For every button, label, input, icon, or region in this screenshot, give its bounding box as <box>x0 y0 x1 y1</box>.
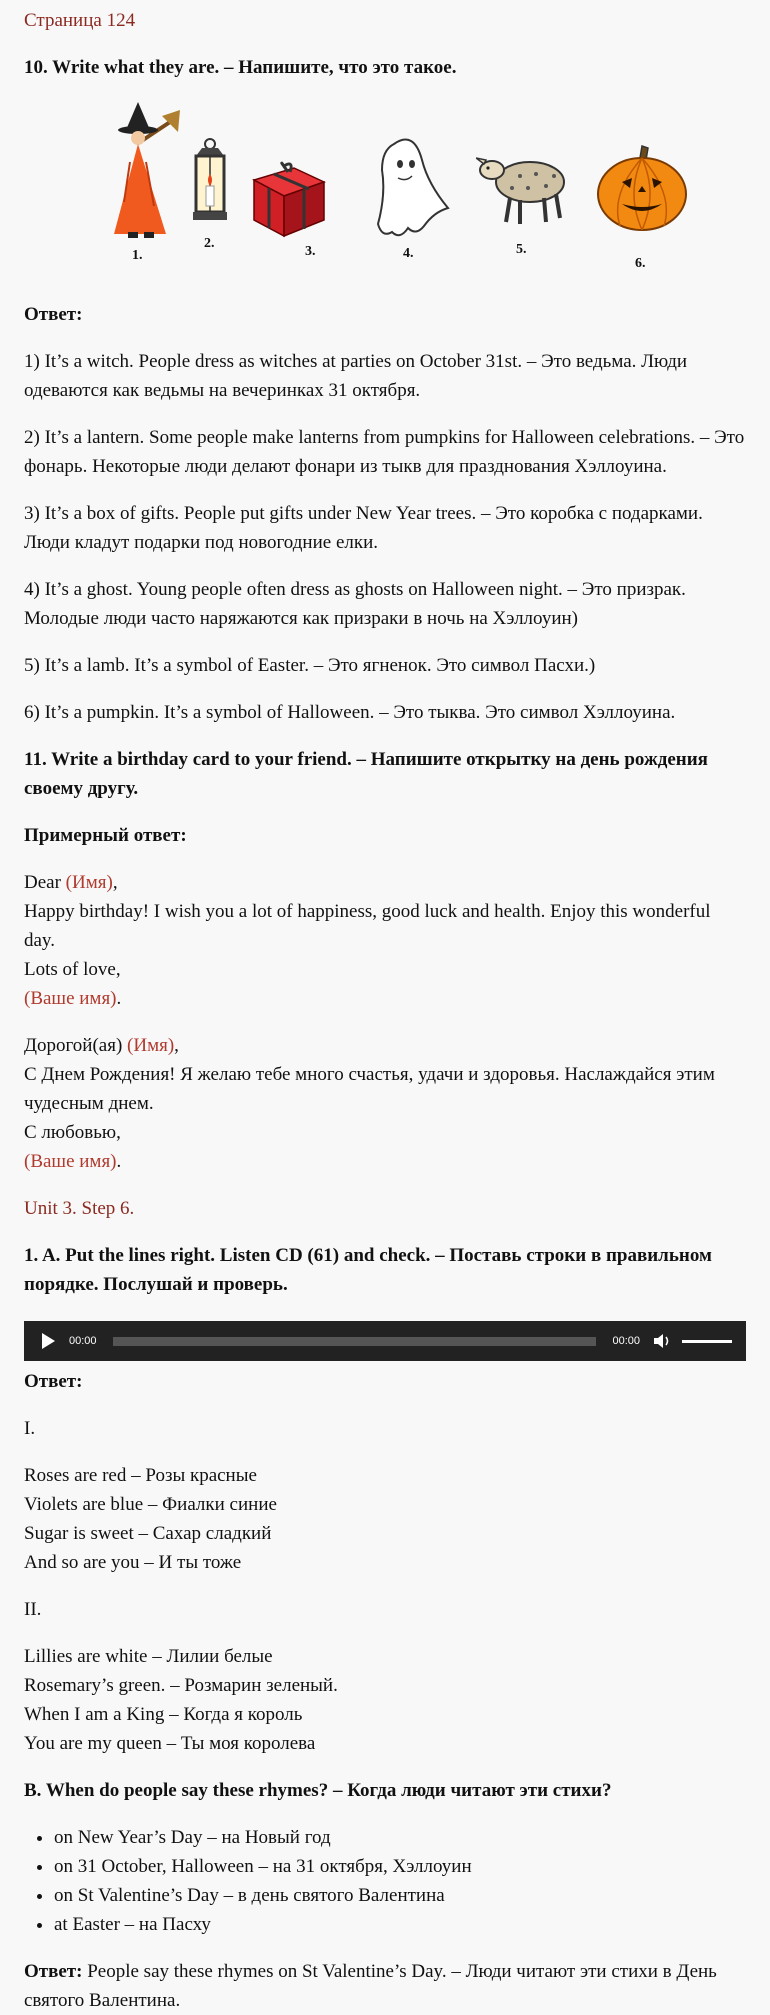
final-answer <box>24 1957 746 2015</box>
card-body: Happy birthday! I wish you a lot of happiness, good luck and health. Enjoy this wonderful day. <box>24 901 711 951</box>
your-name-placeholder: (Ваше имя) <box>24 1151 117 1172</box>
answer-label: Ответ: <box>24 304 83 325</box>
sample-answer-label: Примерный ответ: <box>24 825 187 846</box>
card-closing: С любовью, <box>24 1122 121 1143</box>
lantern-icon <box>188 138 232 228</box>
exercise-1a-heading: 1. A. Put the lines right. Listen CD (61) and check. – Поставь строки в правильном порядке. Послушай и проверь. <box>24 1245 712 1295</box>
answer-item: 6) It’s a pumpkin. It’s a symbol of Halloween. – Это тыква. Это символ Хэллоуина. <box>24 702 676 723</box>
card-greeting: Дорогой(ая) (Имя), <box>24 1035 179 1056</box>
exercise-10-heading: 10. Write what they are. – Напишите, что это такое. <box>24 57 457 78</box>
pumpkin-icon <box>596 144 688 234</box>
rhyme-line: Sugar is sweet – Сахар сладкий <box>24 1523 272 1544</box>
card-signature: (Ваше имя). <box>24 1151 122 1172</box>
card-signature: (Ваше имя). <box>24 988 122 1009</box>
rhyme-occasions-list <box>24 1823 746 1939</box>
play-button[interactable] <box>42 1333 55 1349</box>
answer-item: 3) It’s a box of gifts. People put gifts under New Year trees. – Это коробка с подарками. Люди кладут подарки под новогодние елки. <box>24 503 703 553</box>
list-item: • on New Year’s Day – на Новый год <box>54 1823 746 1852</box>
rhyme-line: Roses are red – Розы красные <box>24 1465 257 1486</box>
list-item: • on St Valentine’s Day – в день святого Валентина <box>54 1881 746 1910</box>
rhyme-part-1 <box>24 1461 746 1577</box>
rhyme-line: When I am a King – Когда я король <box>24 1704 303 1725</box>
answer-item: 5) It’s a lamb. It’s a symbol of Easter. – Это ягненок. Это символ Пасхи.) <box>24 655 596 676</box>
rhyme-line: Violets are blue – Фиалки синие <box>24 1494 277 1515</box>
answer-label: Ответ: <box>24 1961 83 1982</box>
picture-label: 5. <box>516 242 527 257</box>
audio-current-time: 00:00 <box>69 1334 97 1347</box>
audio-progress-bar[interactable] <box>113 1337 597 1346</box>
name-placeholder: (Имя) <box>65 872 113 893</box>
picture-label: 3. <box>305 244 316 259</box>
picture-label: 1. <box>132 248 143 263</box>
list-item: • at Easter – на Пасху <box>54 1910 746 1939</box>
rhyme-line: And so are you – И ты тоже <box>24 1552 242 1573</box>
part-label: I. <box>24 1418 36 1439</box>
volume-slider[interactable] <box>682 1340 732 1343</box>
picture-label: 6. <box>635 256 646 271</box>
card-greeting: Dear (Имя), <box>24 872 118 893</box>
answer-item: 2) It’s a lantern. Some people make lanterns from pumpkins for Halloween celebrations. – Это фонарь. Некоторые люди делают фонари из тыкв для празднования Хэллоуина. <box>24 427 745 477</box>
list-item: • on 31 October, Halloween – на 31 октября, Хэллоуин <box>54 1852 746 1881</box>
final-answer-text: People say these rhymes on St Valentine’s Day. – Люди читают эти стихи в День святого Валентина. <box>24 1961 717 2011</box>
audio-player <box>24 1321 746 1361</box>
audio-duration: 00:00 <box>612 1334 640 1347</box>
answer-label: Ответ: <box>24 1371 83 1392</box>
exercise-11-heading: 11. Write a birthday card to your friend. – Напишите открытку на день рождения своему другу. <box>24 749 708 799</box>
unit-step-label: Unit 3. Step 6. <box>24 1198 135 1219</box>
page-number-label: Страница 124 <box>24 10 136 31</box>
answer-item: 1) It’s a witch. People dress as witches at parties on October 31st. – Это ведьма. Люди одеваются как ведьмы на вечеринках 31 октября. <box>24 351 688 401</box>
picture-label: 4. <box>403 246 414 261</box>
volume-control[interactable] <box>654 1333 732 1349</box>
lamb-icon <box>476 146 570 228</box>
birthday-card-ru <box>24 1031 746 1176</box>
name-placeholder: (Имя) <box>127 1035 175 1056</box>
card-closing: Lots of love, <box>24 959 121 980</box>
witch-icon <box>100 102 190 242</box>
rhyme-line: Rosemary’s green. – Розмарин зеленый. <box>24 1675 338 1696</box>
picture-label: 2. <box>204 236 215 251</box>
exercise-b-heading: B. When do people say these rhymes? – Когда люди читают эти стихи? <box>24 1780 612 1801</box>
ghost-icon <box>364 134 454 244</box>
speaker-icon[interactable] <box>654 1333 672 1349</box>
rhyme-line: Lillies are white – Лилии белые <box>24 1646 273 1667</box>
part-label: II. <box>24 1599 42 1620</box>
gift-box-icon <box>248 158 330 240</box>
card-body: С Днем Рождения! Я желаю тебе много счастья, удачи и здоровья. Наслаждайся этим чудесным днем. <box>24 1064 715 1114</box>
exercise-10-pictures <box>24 100 746 288</box>
your-name-placeholder: (Ваше имя) <box>24 988 117 1009</box>
rhyme-part-2 <box>24 1642 746 1758</box>
birthday-card-en <box>24 868 746 1013</box>
rhyme-line: You are my queen – Ты моя королева <box>24 1733 316 1754</box>
answer-item: 4) It’s a ghost. Young people often dress as ghosts on Halloween night. – Это призрак. Молодые люди часто наряжаются как призраки в ночь на Хэллоуин) <box>24 579 686 629</box>
